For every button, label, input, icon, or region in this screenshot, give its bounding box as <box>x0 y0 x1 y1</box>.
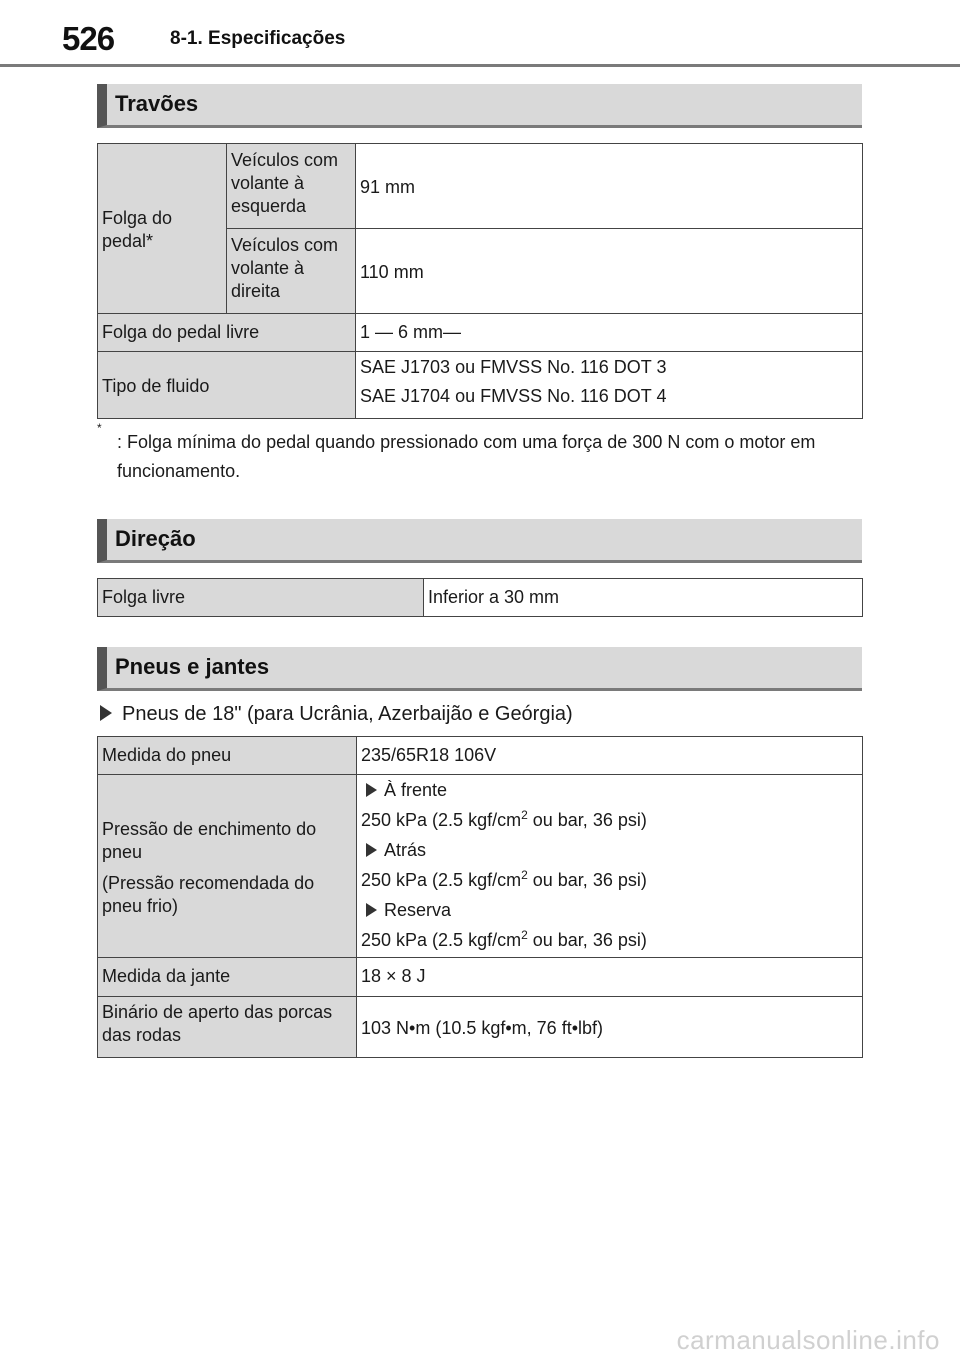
watermark: carmanualsonline.info <box>676 1325 940 1355</box>
spare-pressure-heading: Reserva <box>361 899 857 922</box>
free-play-label: Folga do pedal livre <box>98 314 356 352</box>
table-row <box>98 997 863 1058</box>
section-heading-brakes <box>97 84 862 128</box>
tire-pressure-label-line2: (Pressão recomendada do pneu frio) <box>102 872 315 916</box>
table-row <box>98 958 863 997</box>
front-pressure-value: 250 kPa (2.5 kgf/$cm^2$ ou bar, 36 psi) <box>361 808 647 830</box>
fluid-type-dot4: SAE J1704 ou FMVSS No. 116 DOT 4 <box>360 386 667 406</box>
lhd-value: 91 mm <box>356 144 863 229</box>
triangle-bullet-icon <box>100 705 112 721</box>
tire-pressure-label <box>98 775 357 958</box>
brakes-table <box>97 143 863 419</box>
section-title-brakes: Travões <box>115 91 199 116</box>
torque-label: Binário de aperto das porcas das rodas <box>98 997 357 1058</box>
table-row <box>98 144 863 229</box>
free-play-value: 1 — 6 mm— <box>356 314 863 352</box>
rear-pressure-value: 250 kPa (2.5 kgf/$cm^2$ ou bar, 36 psi) <box>361 868 647 890</box>
triangle-bullet-icon <box>366 903 377 917</box>
steering-table <box>97 578 863 617</box>
section-title-tires: Pneus e jantes <box>115 654 270 679</box>
triangle-bullet-icon <box>366 783 377 797</box>
table-row <box>98 352 863 419</box>
table-row <box>98 775 863 958</box>
pedal-clearance-label: Folga do pedal* <box>98 144 227 314</box>
tire-size-label: Medida do pneu <box>98 737 357 775</box>
footnote-text: : Folga mínima do pedal quando pressionado com uma força de 300 N com o motor em funcionamento. <box>117 432 816 481</box>
rim-size-label: Medida da jante <box>98 958 357 997</box>
rhd-label: Veículos com volante à direita <box>227 229 356 314</box>
header-divider <box>0 64 960 67</box>
steering-free-play-label: Folga livre <box>98 579 424 617</box>
triangle-bullet-icon <box>366 843 377 857</box>
rhd-value: 110 mm <box>356 229 863 314</box>
section-title-steering: Direção <box>115 526 196 551</box>
lhd-label: Veículos com volante à esquerda <box>227 144 356 229</box>
footnote: * : Folga mínima do pedal quando pressionado com uma força de 300 N com o motor em funcionamento. <box>97 428 857 486</box>
fluid-type-value <box>356 352 863 419</box>
page-number: 526 <box>62 20 115 57</box>
spare-pressure-value: 250 kPa (2.5 kgf/$cm^2$ ou bar, 36 psi) <box>361 928 647 950</box>
section-heading-tires <box>97 647 862 691</box>
section-heading-steering <box>97 519 862 563</box>
front-pressure-heading: À frente <box>361 779 857 802</box>
table-row <box>98 314 863 352</box>
table-row <box>98 737 863 775</box>
fluid-type-dot3: SAE J1703 ou FMVSS No. 116 DOT 3 <box>360 357 667 377</box>
fluid-type-label: Tipo de fluido <box>98 352 356 419</box>
rear-pressure-heading: Atrás <box>361 839 857 862</box>
torque-value: 103 N•m (10.5 kgf•m, 76 ft•lbf) <box>357 997 863 1058</box>
steering-free-play-value: Inferior a 30 mm <box>424 579 863 617</box>
page-header <box>0 0 960 68</box>
table-row <box>98 579 863 617</box>
tire-pressure-value <box>357 775 863 958</box>
tires-subheading: Pneus de 18" (para Ucrânia, Azerbaijão e Geórgia) <box>100 703 573 726</box>
tire-size-value: 235/65R18 106V <box>357 737 863 775</box>
chapter-title: 8-1. Especificações <box>170 28 346 49</box>
tire-pressure-label-line1: Pressão de enchimento do pneu <box>102 818 317 862</box>
rim-size-value: 18 × 8 J <box>357 958 863 997</box>
tires-table <box>97 736 863 1058</box>
